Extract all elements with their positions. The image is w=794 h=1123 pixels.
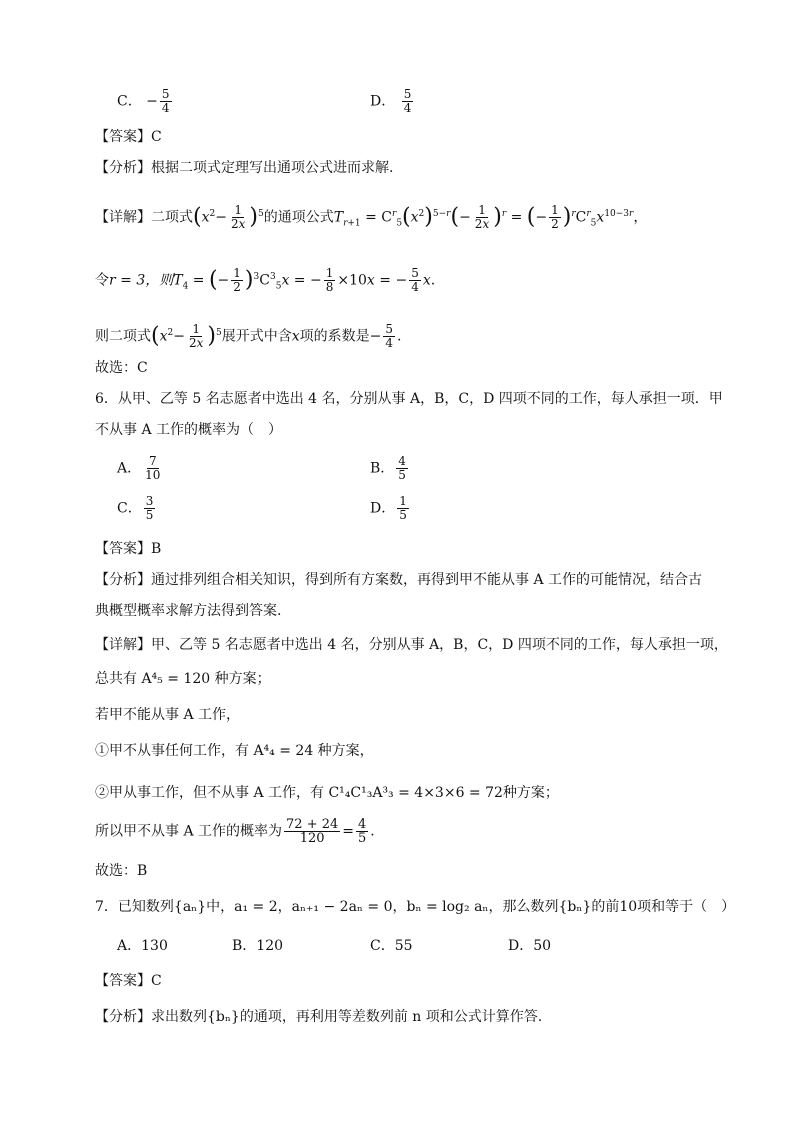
q5-detail-line2: 令r = 3，则$T_4$ = (− $\frac{1}{2}$ )$^3C^3_5x$ = − $\frac{1}{8}$ ×10x = − $\frac{5}{4}$ x. bbox=[95, 266, 436, 295]
q7-answer: 【答案】C bbox=[95, 973, 162, 989]
q6-detail-line2: 总共有 A⁴₅ = 120 种方案； bbox=[95, 671, 271, 687]
q6-stem-line1: 6．从甲、乙等 5 名志愿者中选出 4 名，分别从事 A，B，C，D 四项不同的工作，每人承担一项．甲 bbox=[95, 391, 723, 407]
q5-option-d: D． $\frac{5}{4}$ bbox=[370, 87, 412, 115]
q6-analysis-line2: 典概型概率求解方法得到答案. bbox=[95, 603, 282, 619]
q6-stem-line2: 不从事 A 工作的概率为（ ） bbox=[95, 422, 283, 438]
q5-detail: 【详解】二项式($x^2-$ $\frac{1}{2x}$ )$^5$的通项公式$T_{r+1} = C^r_5(x^2)^{5-r}(-$ $\frac{1}{2x}$ )$^r$ = (− $\frac{1}{2}$ )$^rC^r_5x^{10-3r}$， bbox=[95, 203, 648, 232]
q7-option-d: D．50 bbox=[508, 938, 552, 954]
q6-detail-line5: ②甲从事工作，但不从事 A 工作，有 C¹₄C¹₃A³₃ = 4×3×6 = 72种方案； bbox=[95, 785, 559, 801]
q5-answer: 【答案】C bbox=[95, 129, 162, 145]
q7-option-c: C．55 bbox=[370, 938, 413, 954]
q6-analysis-line1: 【分析】通过排列组合相关知识，得到所有方案数，再得到甲不能从事 A 工作的可能情况，结合古 bbox=[95, 572, 703, 588]
q7-analysis: 【分析】求出数列{bₙ}的通项，再利用等差数列前 n 项和公式计算作答. bbox=[95, 1009, 543, 1025]
q6-option-b: B． $\frac{4}{5}$ bbox=[370, 454, 406, 482]
q5-option-c: C． − $\frac{5}{4}$ bbox=[117, 87, 170, 115]
q6-detail-line4: ①甲不从事任何工作，有 A⁴₄ = 24 种方案， bbox=[95, 743, 374, 759]
q6-choose: 故选：B bbox=[95, 863, 148, 879]
q5-detail-line3: 则二项式($x^2-$ $\frac{1}{2x}$ )$^5$展开式中含x项的系数是− $\frac{5}{4}$ . bbox=[95, 322, 402, 351]
q7-option-a: A．130 bbox=[117, 938, 168, 954]
q7-stem: 7．已知数列{aₙ}中，a₁ = 2，aₙ₊₁ − 2aₙ = 0，bₙ = log₂ aₙ，那么数列{bₙ}的前10项和等于（ ） bbox=[95, 899, 736, 915]
q6-detail-line3: 若甲不能从事 A 工作， bbox=[95, 707, 241, 723]
q6-option-a: A． $\frac{7}{10}$ bbox=[117, 454, 161, 482]
q6-detail-line6: 所以甲不从事 A 工作的概率为 $\frac{72 + 24}{120}$ = $\frac{4}{5}$ . bbox=[95, 817, 375, 846]
q6-detail-line1: 【详解】甲、乙等 5 名志愿者中选出 4 名，分别从事 A，B，C，D 四项不同的工作，每人承担一项， bbox=[95, 637, 728, 653]
q6-answer: 【答案】B bbox=[95, 541, 162, 557]
q5-analysis: 【分析】根据二项式定理写出通项公式进而求解. bbox=[95, 160, 394, 176]
q5-choose: 故选：C bbox=[95, 360, 148, 376]
q6-option-d: D． $\frac{1}{5}$ bbox=[370, 494, 407, 522]
q6-option-c: C． $\frac{3}{5}$ bbox=[117, 494, 154, 522]
q7-option-b: B．120 bbox=[232, 938, 284, 954]
